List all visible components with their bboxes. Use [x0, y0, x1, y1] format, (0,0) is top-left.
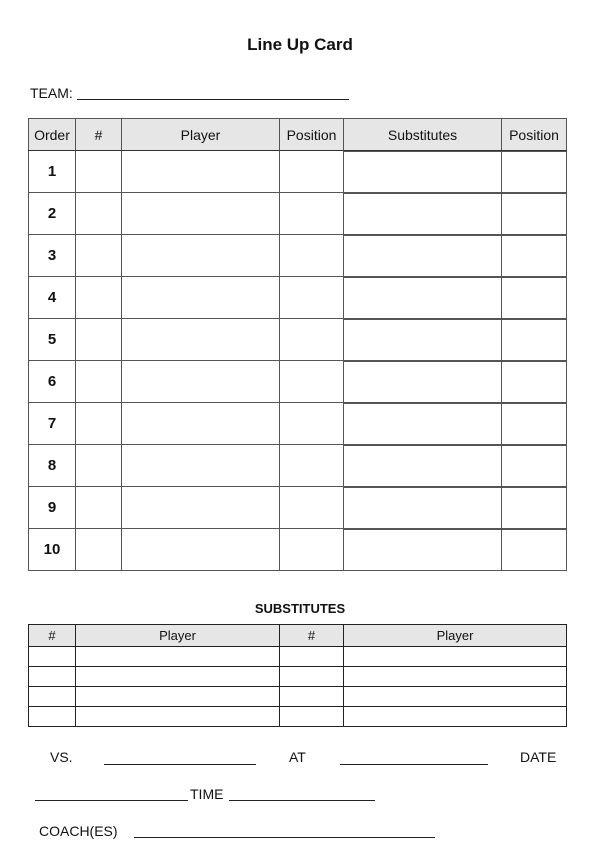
position-cell[interactable] — [280, 193, 344, 235]
substitute-slot[interactable] — [344, 403, 501, 404]
sub-position-slot[interactable] — [502, 403, 566, 404]
date-label: DATE — [520, 749, 557, 765]
lineup-row — [29, 235, 567, 277]
sub-position-slot[interactable] — [502, 193, 566, 194]
time-label: TIME — [190, 786, 224, 802]
sub-player-left-cell[interactable] — [76, 687, 280, 707]
at-input-line[interactable] — [340, 764, 488, 765]
lineup-header-row — [29, 119, 567, 151]
coach-input-line[interactable] — [134, 837, 435, 838]
substitutes-cell[interactable] — [344, 235, 502, 277]
player-cell[interactable] — [122, 193, 280, 235]
position-cell[interactable] — [280, 235, 344, 277]
header-number: # — [76, 119, 122, 151]
sub-number-left-cell[interactable] — [29, 687, 76, 707]
substitutes-cell[interactable] — [344, 193, 502, 235]
jersey-number-cell[interactable] — [76, 193, 122, 235]
substitute-slot[interactable] — [344, 445, 501, 446]
position-cell[interactable] — [280, 319, 344, 361]
subs-header-number-right: # — [280, 625, 344, 647]
sub-position-cell[interactable] — [502, 445, 567, 487]
substitute-slot[interactable] — [344, 151, 501, 152]
jersey-number-cell[interactable] — [76, 487, 122, 529]
sub-position-cell[interactable] — [502, 529, 567, 571]
sub-number-right-cell[interactable] — [280, 667, 344, 687]
subs-header-player-right: Player — [344, 625, 567, 647]
jersey-number-cell[interactable] — [76, 403, 122, 445]
vs-label: VS. — [50, 749, 73, 765]
at-label: AT — [289, 749, 306, 765]
player-cell[interactable] — [122, 151, 280, 193]
order-number: 5 — [29, 319, 76, 361]
sub-player-right-cell[interactable] — [344, 647, 567, 667]
sub-player-left-cell[interactable] — [76, 707, 280, 727]
page-title: Line Up Card — [247, 35, 353, 54]
player-cell[interactable] — [122, 487, 280, 529]
sub-position-cell[interactable] — [502, 277, 567, 319]
sub-position-slot[interactable] — [502, 487, 566, 488]
header-player: Player — [122, 119, 280, 151]
sub-position-slot[interactable] — [502, 235, 566, 236]
sub-position-cell[interactable] — [502, 361, 567, 403]
jersey-number-cell[interactable] — [76, 445, 122, 487]
header-position: Position — [280, 119, 344, 151]
substitutes-section-title: SUBSTITUTES — [254, 601, 346, 616]
sub-number-left-cell[interactable] — [29, 647, 76, 667]
sub-position-cell[interactable] — [502, 319, 567, 361]
sub-player-left-cell[interactable] — [76, 667, 280, 687]
sub-position-slot[interactable] — [502, 529, 566, 530]
lineup-table — [28, 118, 567, 571]
lineup-row — [29, 277, 567, 319]
sub-position-slot[interactable] — [502, 319, 566, 320]
substitutes-row — [29, 707, 567, 727]
lineup-row — [29, 487, 567, 529]
substitutes-cell[interactable] — [344, 403, 502, 445]
jersey-number-cell[interactable] — [76, 529, 122, 571]
player-cell[interactable] — [122, 361, 280, 403]
substitute-slot[interactable] — [344, 193, 501, 194]
player-cell[interactable] — [122, 529, 280, 571]
lineup-row — [29, 403, 567, 445]
lineup-row — [29, 151, 567, 193]
sub-number-right-cell[interactable] — [280, 687, 344, 707]
header-substitutes: Substitutes — [344, 119, 502, 151]
player-cell[interactable] — [122, 319, 280, 361]
sub-player-left-cell[interactable] — [76, 647, 280, 667]
substitute-slot[interactable] — [344, 319, 501, 320]
sub-position-cell[interactable] — [502, 151, 567, 193]
substitutes-cell[interactable] — [344, 361, 502, 403]
vs-input-line[interactable] — [104, 764, 256, 765]
substitute-slot[interactable] — [344, 277, 501, 278]
sub-number-right-cell[interactable] — [280, 707, 344, 727]
sub-position-slot[interactable] — [502, 361, 566, 362]
sub-position-slot[interactable] — [502, 445, 566, 446]
team-input-line[interactable] — [77, 99, 349, 100]
substitutes-row — [29, 667, 567, 687]
position-cell[interactable] — [280, 529, 344, 571]
substitutes-cell[interactable] — [344, 487, 502, 529]
substitutes-row — [29, 647, 567, 667]
sub-position-cell[interactable] — [502, 235, 567, 277]
sub-position-cell[interactable] — [502, 487, 567, 529]
lineup-row — [29, 445, 567, 487]
substitutes-cell[interactable] — [344, 445, 502, 487]
order-number: 6 — [29, 361, 76, 403]
position-cell[interactable] — [280, 151, 344, 193]
substitutes-cell[interactable] — [344, 277, 502, 319]
substitute-slot[interactable] — [344, 361, 501, 362]
order-number: 9 — [29, 487, 76, 529]
substitutes-table — [28, 624, 567, 727]
sub-player-right-cell[interactable] — [344, 707, 567, 727]
sub-player-right-cell[interactable] — [344, 667, 567, 687]
sub-number-right-cell[interactable] — [280, 647, 344, 667]
header-sub-position: Position — [502, 119, 567, 151]
substitutes-cell[interactable] — [344, 319, 502, 361]
subs-header-number-left: # — [29, 625, 76, 647]
sub-number-left-cell[interactable] — [29, 707, 76, 727]
player-cell[interactable] — [122, 445, 280, 487]
sub-position-slot[interactable] — [502, 277, 566, 278]
sub-position-cell[interactable] — [502, 193, 567, 235]
sub-position-cell[interactable] — [502, 403, 567, 445]
sub-position-slot[interactable] — [502, 151, 566, 152]
sub-number-left-cell[interactable] — [29, 667, 76, 687]
time-input-line[interactable] — [229, 800, 375, 801]
order-number: 10 — [29, 529, 76, 571]
substitute-slot[interactable] — [344, 487, 501, 488]
order-number: 2 — [29, 193, 76, 235]
substitutes-row — [29, 687, 567, 707]
substitute-slot[interactable] — [344, 235, 501, 236]
jersey-number-cell[interactable] — [76, 151, 122, 193]
lineup-row — [29, 361, 567, 403]
header-order: Order — [29, 119, 76, 151]
player-cell[interactable] — [122, 277, 280, 319]
subs-header-player-left: Player — [76, 625, 280, 647]
order-number: 1 — [29, 151, 76, 193]
time-prefix-line[interactable] — [35, 800, 188, 801]
substitute-slot[interactable] — [344, 529, 501, 530]
order-number: 3 — [29, 235, 76, 277]
sub-player-right-cell[interactable] — [344, 687, 567, 707]
jersey-number-cell[interactable] — [76, 361, 122, 403]
substitutes-cell[interactable] — [344, 151, 502, 193]
position-cell[interactable] — [280, 361, 344, 403]
coach-label: COACH(ES) — [39, 823, 118, 839]
substitutes-cell[interactable] — [344, 529, 502, 571]
order-number: 7 — [29, 403, 76, 445]
substitutes-header-row — [29, 625, 567, 647]
jersey-number-cell[interactable] — [76, 319, 122, 361]
lineup-row — [29, 319, 567, 361]
position-cell[interactable] — [280, 277, 344, 319]
player-cell[interactable] — [122, 403, 280, 445]
order-number: 4 — [29, 277, 76, 319]
player-cell[interactable] — [122, 235, 280, 277]
position-cell[interactable] — [280, 445, 344, 487]
jersey-number-cell[interactable] — [76, 235, 122, 277]
position-cell[interactable] — [280, 487, 344, 529]
position-cell[interactable] — [280, 403, 344, 445]
lineup-row — [29, 529, 567, 571]
jersey-number-cell[interactable] — [76, 277, 122, 319]
lineup-row — [29, 193, 567, 235]
order-number: 8 — [29, 445, 76, 487]
team-label: TEAM: — [30, 85, 73, 101]
